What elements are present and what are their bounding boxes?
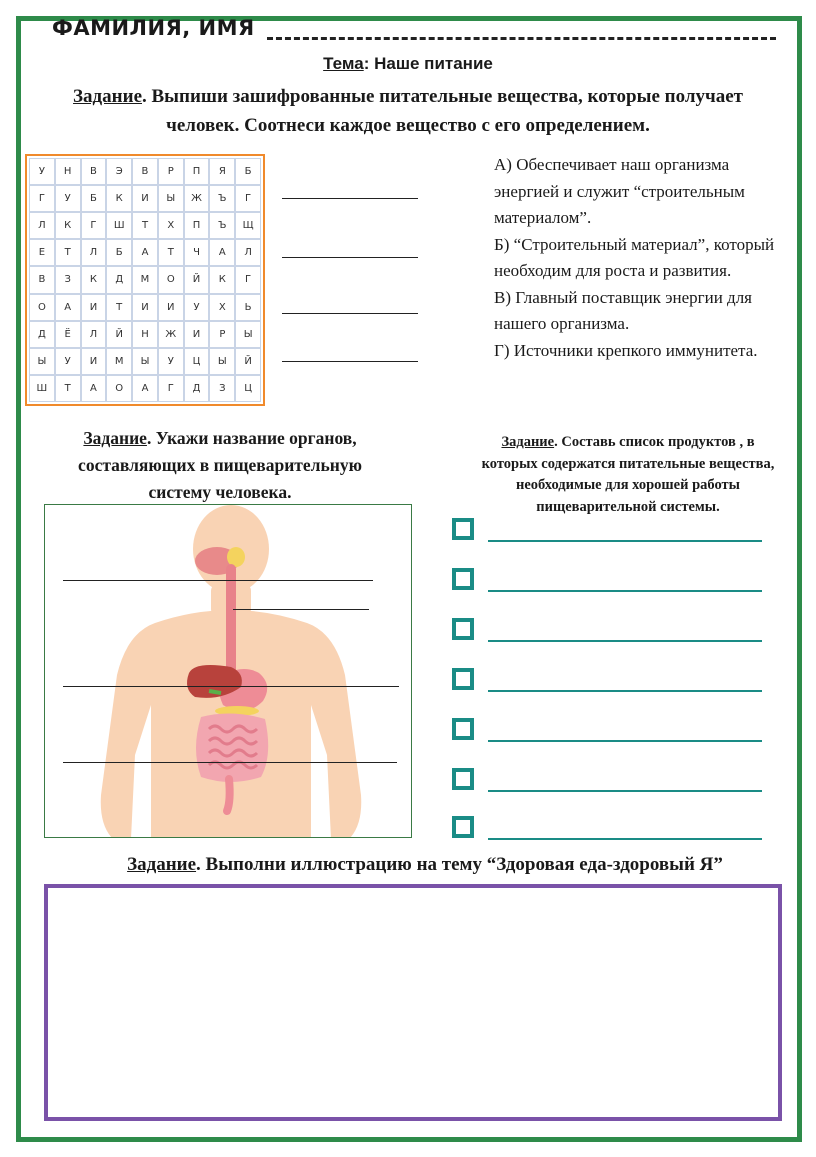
organ-label-line-3[interactable] <box>63 686 399 687</box>
grid-cell[interactable]: Д <box>29 321 55 348</box>
grid-cell[interactable]: Ч <box>184 239 210 266</box>
product-list-item[interactable] <box>452 668 764 698</box>
grid-cell[interactable]: А <box>132 239 158 266</box>
checkbox[interactable] <box>452 668 474 690</box>
topic-heading <box>0 54 816 74</box>
definition-d: Г) Источники крепкого иммунитета. <box>494 340 758 360</box>
name-blank-line[interactable] <box>267 21 776 40</box>
grid-cell[interactable]: П <box>184 158 210 185</box>
grid-cell[interactable]: У <box>184 294 210 321</box>
grid-cell[interactable]: З <box>209 375 235 402</box>
word-search-grid <box>25 154 265 406</box>
grid-cell[interactable]: И <box>184 321 210 348</box>
grid-cell[interactable]: З <box>55 266 81 293</box>
grid-cell[interactable]: Г <box>81 212 107 239</box>
grid-cell[interactable]: Ё <box>55 321 81 348</box>
organ-label-line-2[interactable] <box>233 609 369 610</box>
checkbox[interactable] <box>452 618 474 640</box>
grid-cell[interactable]: Й <box>184 266 210 293</box>
organ-label-line-4[interactable] <box>63 762 397 763</box>
grid-cell[interactable]: Н <box>55 158 81 185</box>
grid-cell[interactable]: Ы <box>235 321 261 348</box>
illustration-drawing-area[interactable] <box>44 884 782 1121</box>
grid-cell[interactable]: И <box>132 294 158 321</box>
product-answer-line[interactable] <box>488 838 762 840</box>
checkbox[interactable] <box>452 816 474 838</box>
product-list-item[interactable] <box>452 518 764 548</box>
grid-cell[interactable]: М <box>106 348 132 375</box>
grid-cell[interactable]: Т <box>55 239 81 266</box>
product-list-item[interactable] <box>452 816 764 846</box>
grid-cell[interactable]: Л <box>81 321 107 348</box>
grid-cell[interactable]: И <box>158 294 184 321</box>
grid-cell[interactable]: А <box>209 239 235 266</box>
grid-cell[interactable]: У <box>55 185 81 212</box>
grid-cell[interactable]: Р <box>209 321 235 348</box>
grid-cell[interactable]: О <box>29 294 55 321</box>
product-list-item[interactable] <box>452 568 764 598</box>
grid-cell[interactable]: Б <box>106 239 132 266</box>
grid-cell[interactable]: У <box>55 348 81 375</box>
grid-cell[interactable]: К <box>209 266 235 293</box>
definition-a: А) Обеспечивает наш организма энергией и служит “строительным материалом”. <box>494 155 745 227</box>
rectum <box>227 779 230 811</box>
grid-cell[interactable]: Щ <box>235 212 261 239</box>
grid-cell[interactable]: Й <box>235 348 261 375</box>
definitions-list <box>494 152 794 364</box>
grid-cell[interactable]: Б <box>235 158 261 185</box>
grid-cell[interactable]: Ц <box>184 348 210 375</box>
product-answer-line[interactable] <box>488 690 762 692</box>
grid-cell[interactable]: Я <box>209 158 235 185</box>
checkbox[interactable] <box>452 768 474 790</box>
digestive-system-diagram <box>44 504 412 838</box>
grid-cell[interactable]: Л <box>81 239 107 266</box>
grid-cell[interactable]: Ж <box>184 185 210 212</box>
answer-line-2[interactable] <box>282 257 418 258</box>
product-answer-line[interactable] <box>488 740 762 742</box>
task1-text: . Выпиши зашифрованные питательные вещества, которые получает человек. Соотнеси каждое вещество с его определением. <box>142 86 743 136</box>
product-answer-line[interactable] <box>488 590 762 592</box>
grid-cell[interactable]: И <box>132 185 158 212</box>
grid-cell[interactable]: Г <box>235 266 261 293</box>
grid-cell[interactable]: Г <box>235 185 261 212</box>
task1-instruction <box>40 82 776 140</box>
grid-cell[interactable]: Ш <box>29 375 55 402</box>
grid-cell[interactable]: Ъ <box>209 185 235 212</box>
grid-cell[interactable]: Ы <box>29 348 55 375</box>
grid-cell[interactable]: Т <box>132 212 158 239</box>
grid-cell[interactable]: И <box>81 294 107 321</box>
grid-cell[interactable]: Г <box>29 185 55 212</box>
grid-cell[interactable]: И <box>81 348 107 375</box>
task3-text: . Составь список продуктов , в которых содержатся питательные вещества, необходимые для хорошей работы пищеварительной системы. <box>481 434 775 515</box>
grid-cell[interactable]: Х <box>158 212 184 239</box>
answer-line-1[interactable] <box>282 198 418 199</box>
gallbladder <box>209 691 221 693</box>
grid-cell[interactable]: Х <box>209 294 235 321</box>
answer-line-4[interactable] <box>282 361 418 362</box>
grid-cell[interactable]: К <box>55 212 81 239</box>
definition-c: В) Главный поставщик энергии для нашего организма. <box>494 287 753 333</box>
grid-cell[interactable]: Т <box>158 239 184 266</box>
grid-cell[interactable]: В <box>132 158 158 185</box>
grid-cell[interactable]: Б <box>81 185 107 212</box>
grid-cell[interactable]: П <box>184 212 210 239</box>
task2-text: . Укажи название органов, составляющих в пищеварительную систему человека. <box>78 428 362 502</box>
task4-label: Задание <box>127 854 197 875</box>
definition-b: Б) “Строительный материал”, который необходим для роста и развития. <box>494 234 775 280</box>
grid-cell[interactable]: Ш <box>106 212 132 239</box>
grid-cell[interactable]: Д <box>106 266 132 293</box>
grid-cell[interactable]: Ь <box>235 294 261 321</box>
grid-cell[interactable]: В <box>81 158 107 185</box>
grid-cell[interactable]: Г <box>158 375 184 402</box>
task4-instruction <box>0 854 816 876</box>
grid-cell[interactable]: Ы <box>209 348 235 375</box>
grid-cell[interactable]: А <box>55 294 81 321</box>
grid-cell[interactable]: Э <box>106 158 132 185</box>
product-answer-line[interactable] <box>488 540 762 542</box>
grid-cell[interactable]: У <box>158 348 184 375</box>
grid-cell[interactable]: М <box>132 266 158 293</box>
grid-cell[interactable]: А <box>132 375 158 402</box>
grid-cell[interactable]: К <box>106 185 132 212</box>
grid-cell[interactable]: В <box>29 266 55 293</box>
grid-cell[interactable]: Д <box>184 375 210 402</box>
grid-cell[interactable]: Р <box>158 158 184 185</box>
product-answer-line[interactable] <box>488 790 762 792</box>
grid-cell[interactable]: Ъ <box>209 212 235 239</box>
organ-label-line-1[interactable] <box>63 580 373 581</box>
name-field[interactable] <box>52 16 776 40</box>
grid-cell[interactable]: Ц <box>235 375 261 402</box>
task2-label: Задание <box>83 428 147 448</box>
product-answer-line[interactable] <box>488 640 762 642</box>
task3-instruction <box>478 432 778 518</box>
large-intestine <box>196 713 268 782</box>
grid-cell[interactable]: У <box>29 158 55 185</box>
grid-cell[interactable]: Л <box>235 239 261 266</box>
topic-text: : Наше питание <box>363 54 493 73</box>
grid-cell[interactable]: А <box>81 375 107 402</box>
product-list-item[interactable] <box>452 618 764 648</box>
grid-cell[interactable]: Ы <box>132 348 158 375</box>
task3-label: Задание <box>501 434 555 450</box>
human-body-illustration <box>45 505 412 838</box>
checkbox[interactable] <box>452 718 474 740</box>
checkbox[interactable] <box>452 568 474 590</box>
grid-cell[interactable]: Т <box>55 375 81 402</box>
name-label: ФАМИЛИЯ, ИМЯ <box>52 16 255 40</box>
grid-cell[interactable]: Т <box>106 294 132 321</box>
grid-cell[interactable]: Н <box>132 321 158 348</box>
grid-cell[interactable]: Е <box>29 239 55 266</box>
grid-cell[interactable]: К <box>81 266 107 293</box>
topic-label: Тема <box>323 54 364 73</box>
salivary-gland <box>227 547 245 567</box>
product-list-item[interactable] <box>452 718 764 748</box>
grid-cell[interactable]: Ы <box>158 185 184 212</box>
grid-cell[interactable]: Ж <box>158 321 184 348</box>
product-list-item[interactable] <box>452 768 764 798</box>
grid-cell[interactable]: О <box>106 375 132 402</box>
answer-line-3[interactable] <box>282 313 418 314</box>
grid-cell[interactable]: Й <box>106 321 132 348</box>
grid-cell[interactable]: О <box>158 266 184 293</box>
task4-text: . Выполни иллюстрацию на тему “Здоровая еда-здоровый Я” <box>196 854 723 875</box>
task2-instruction <box>50 425 390 506</box>
grid-cell[interactable]: Л <box>29 212 55 239</box>
checkbox[interactable] <box>452 518 474 540</box>
task1-label: Задание <box>73 86 142 107</box>
